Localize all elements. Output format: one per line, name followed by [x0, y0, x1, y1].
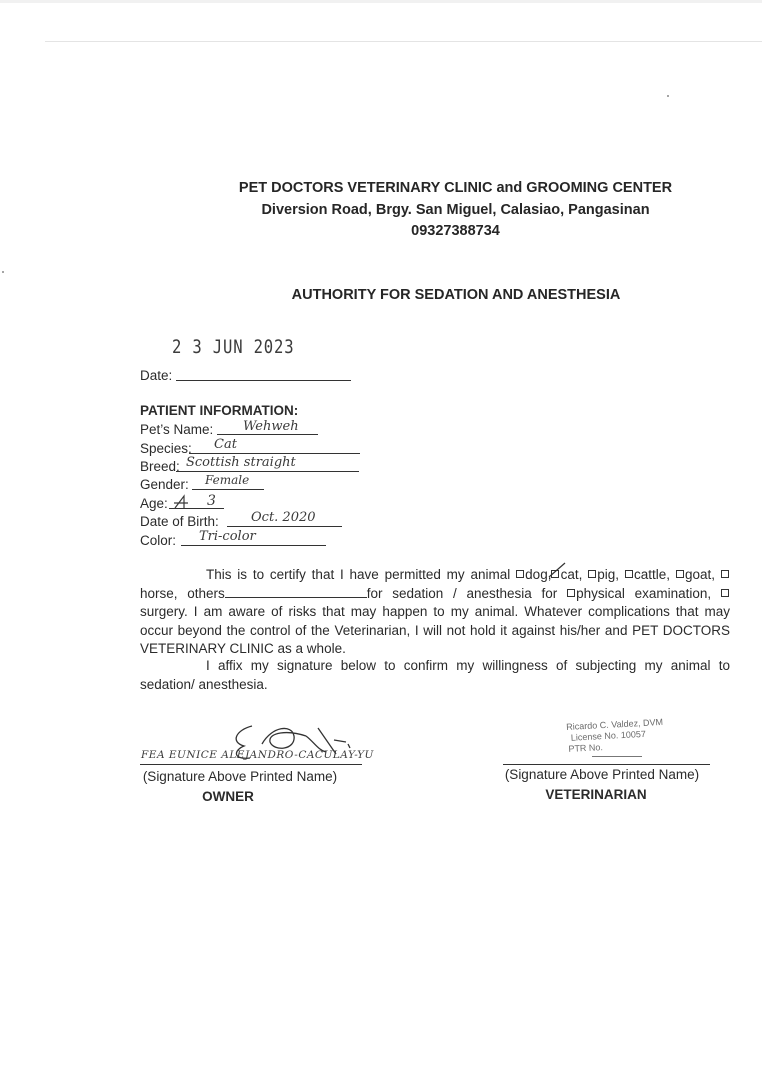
- color-label: Color:: [140, 533, 177, 548]
- clinic-name: PET DOCTORS VETERINARY CLINIC and GROOMING CENTER: [238, 180, 673, 196]
- vet-stamp: [566, 717, 664, 755]
- gender-label: Gender:: [140, 477, 189, 492]
- option-horse-others: horse, others: [140, 585, 225, 601]
- affirmation-text: I affix my signature below to confirm my willingness of subjecting my animal to sedation/ anesthesia.: [140, 658, 730, 692]
- option-physical-exam: physical examination,: [576, 585, 712, 601]
- scan-fold-line: [45, 41, 762, 42]
- dob-label: Date of Birth:: [140, 514, 219, 529]
- others-blank: [225, 587, 367, 598]
- pet-name-value: Wehweh: [243, 419, 299, 434]
- checkbox-horse: [721, 570, 729, 578]
- vet-signature-line: [503, 764, 710, 765]
- option-goat: goat,: [684, 567, 716, 582]
- clinic-phone: 09327388734: [411, 223, 500, 239]
- breed-value: Scottish straight: [186, 455, 296, 470]
- checkbox-dog: [516, 570, 524, 578]
- vet-caption: (Signature Above Printed Name): [504, 767, 700, 782]
- scan-top-edge: [0, 0, 762, 3]
- date-stamp: 2 3 JUN 2023: [172, 336, 295, 358]
- option-dog: dog,: [525, 567, 552, 582]
- dob-value: Oct. 2020: [251, 510, 316, 525]
- breed-label: Breed:: [140, 459, 180, 474]
- checkbox-goat: [676, 570, 684, 578]
- vet-stamp-name: Ricardo C. Valdez, DVM: [566, 716, 664, 732]
- option-pig: pig,: [597, 567, 620, 582]
- owner-caption: (Signature Above Printed Name): [142, 769, 338, 784]
- owner-signature-line: [140, 764, 362, 765]
- species-value: Cat: [214, 437, 237, 452]
- vet-stamp-license: License No. 10057: [570, 728, 647, 743]
- age-label: Age:: [140, 496, 168, 511]
- species-label: Species:: [140, 441, 192, 456]
- cert-for-text: for sedation / anesthesia for: [366, 585, 558, 601]
- option-cat: cat,: [560, 567, 583, 582]
- vet-stamp-ptr-line: [592, 756, 642, 757]
- checkbox-cattle: [625, 570, 633, 578]
- pet-name-label: Pet’s Name:: [140, 422, 214, 437]
- color-line: [181, 545, 326, 546]
- cert-text: This is to certify that I have permitted my animal: [206, 567, 511, 582]
- pet-name-line: [217, 434, 318, 435]
- option-cat-wrap: [551, 567, 582, 582]
- owner-printed-name: FEA EUNICE ALEJANDRO-CACULAY-YU: [141, 749, 374, 761]
- checkbox-surgery: [721, 589, 729, 597]
- date-label: Date:: [140, 368, 173, 383]
- color-value: Tri-color: [199, 529, 256, 544]
- certification-paragraph: [140, 566, 730, 659]
- checkbox-physical-exam: [567, 589, 575, 597]
- scan-speck: [2, 271, 4, 273]
- scan-speck: [667, 95, 669, 97]
- owner-role: OWNER: [202, 789, 254, 804]
- breed-line: [176, 471, 359, 472]
- date-line: [176, 380, 351, 381]
- patient-section-title: PATIENT INFORMATION:: [140, 403, 299, 418]
- affirmation-paragraph: [140, 657, 730, 694]
- vet-stamp-ptr: PTR No.: [568, 742, 604, 754]
- option-cattle: cattle,: [634, 567, 671, 582]
- clinic-address: Diversion Road, Brgy. San Miguel, Calasiao, Pangasinan: [261, 202, 650, 218]
- dob-line: [227, 526, 342, 527]
- gender-value: Female: [205, 473, 250, 487]
- age-value: 3: [207, 493, 216, 509]
- gender-line: [192, 489, 264, 490]
- form-title: AUTHORITY FOR SEDATION AND ANESTHESIA: [291, 287, 621, 303]
- age-strikeout-mark: [172, 494, 192, 510]
- vet-role: VETERINARIAN: [545, 787, 647, 802]
- species-line: [189, 453, 360, 454]
- checkbox-pig: [588, 570, 596, 578]
- option-surgery-text: surgery. I am aware of risks that may happen to my animal. Whatever complications that may occur beyond the control of the Veterinarian, I will not hold it against his/her and PET DOCTORS VETERINARY CLINIC as a whole.: [140, 604, 730, 657]
- cat-check-mark: [547, 561, 567, 581]
